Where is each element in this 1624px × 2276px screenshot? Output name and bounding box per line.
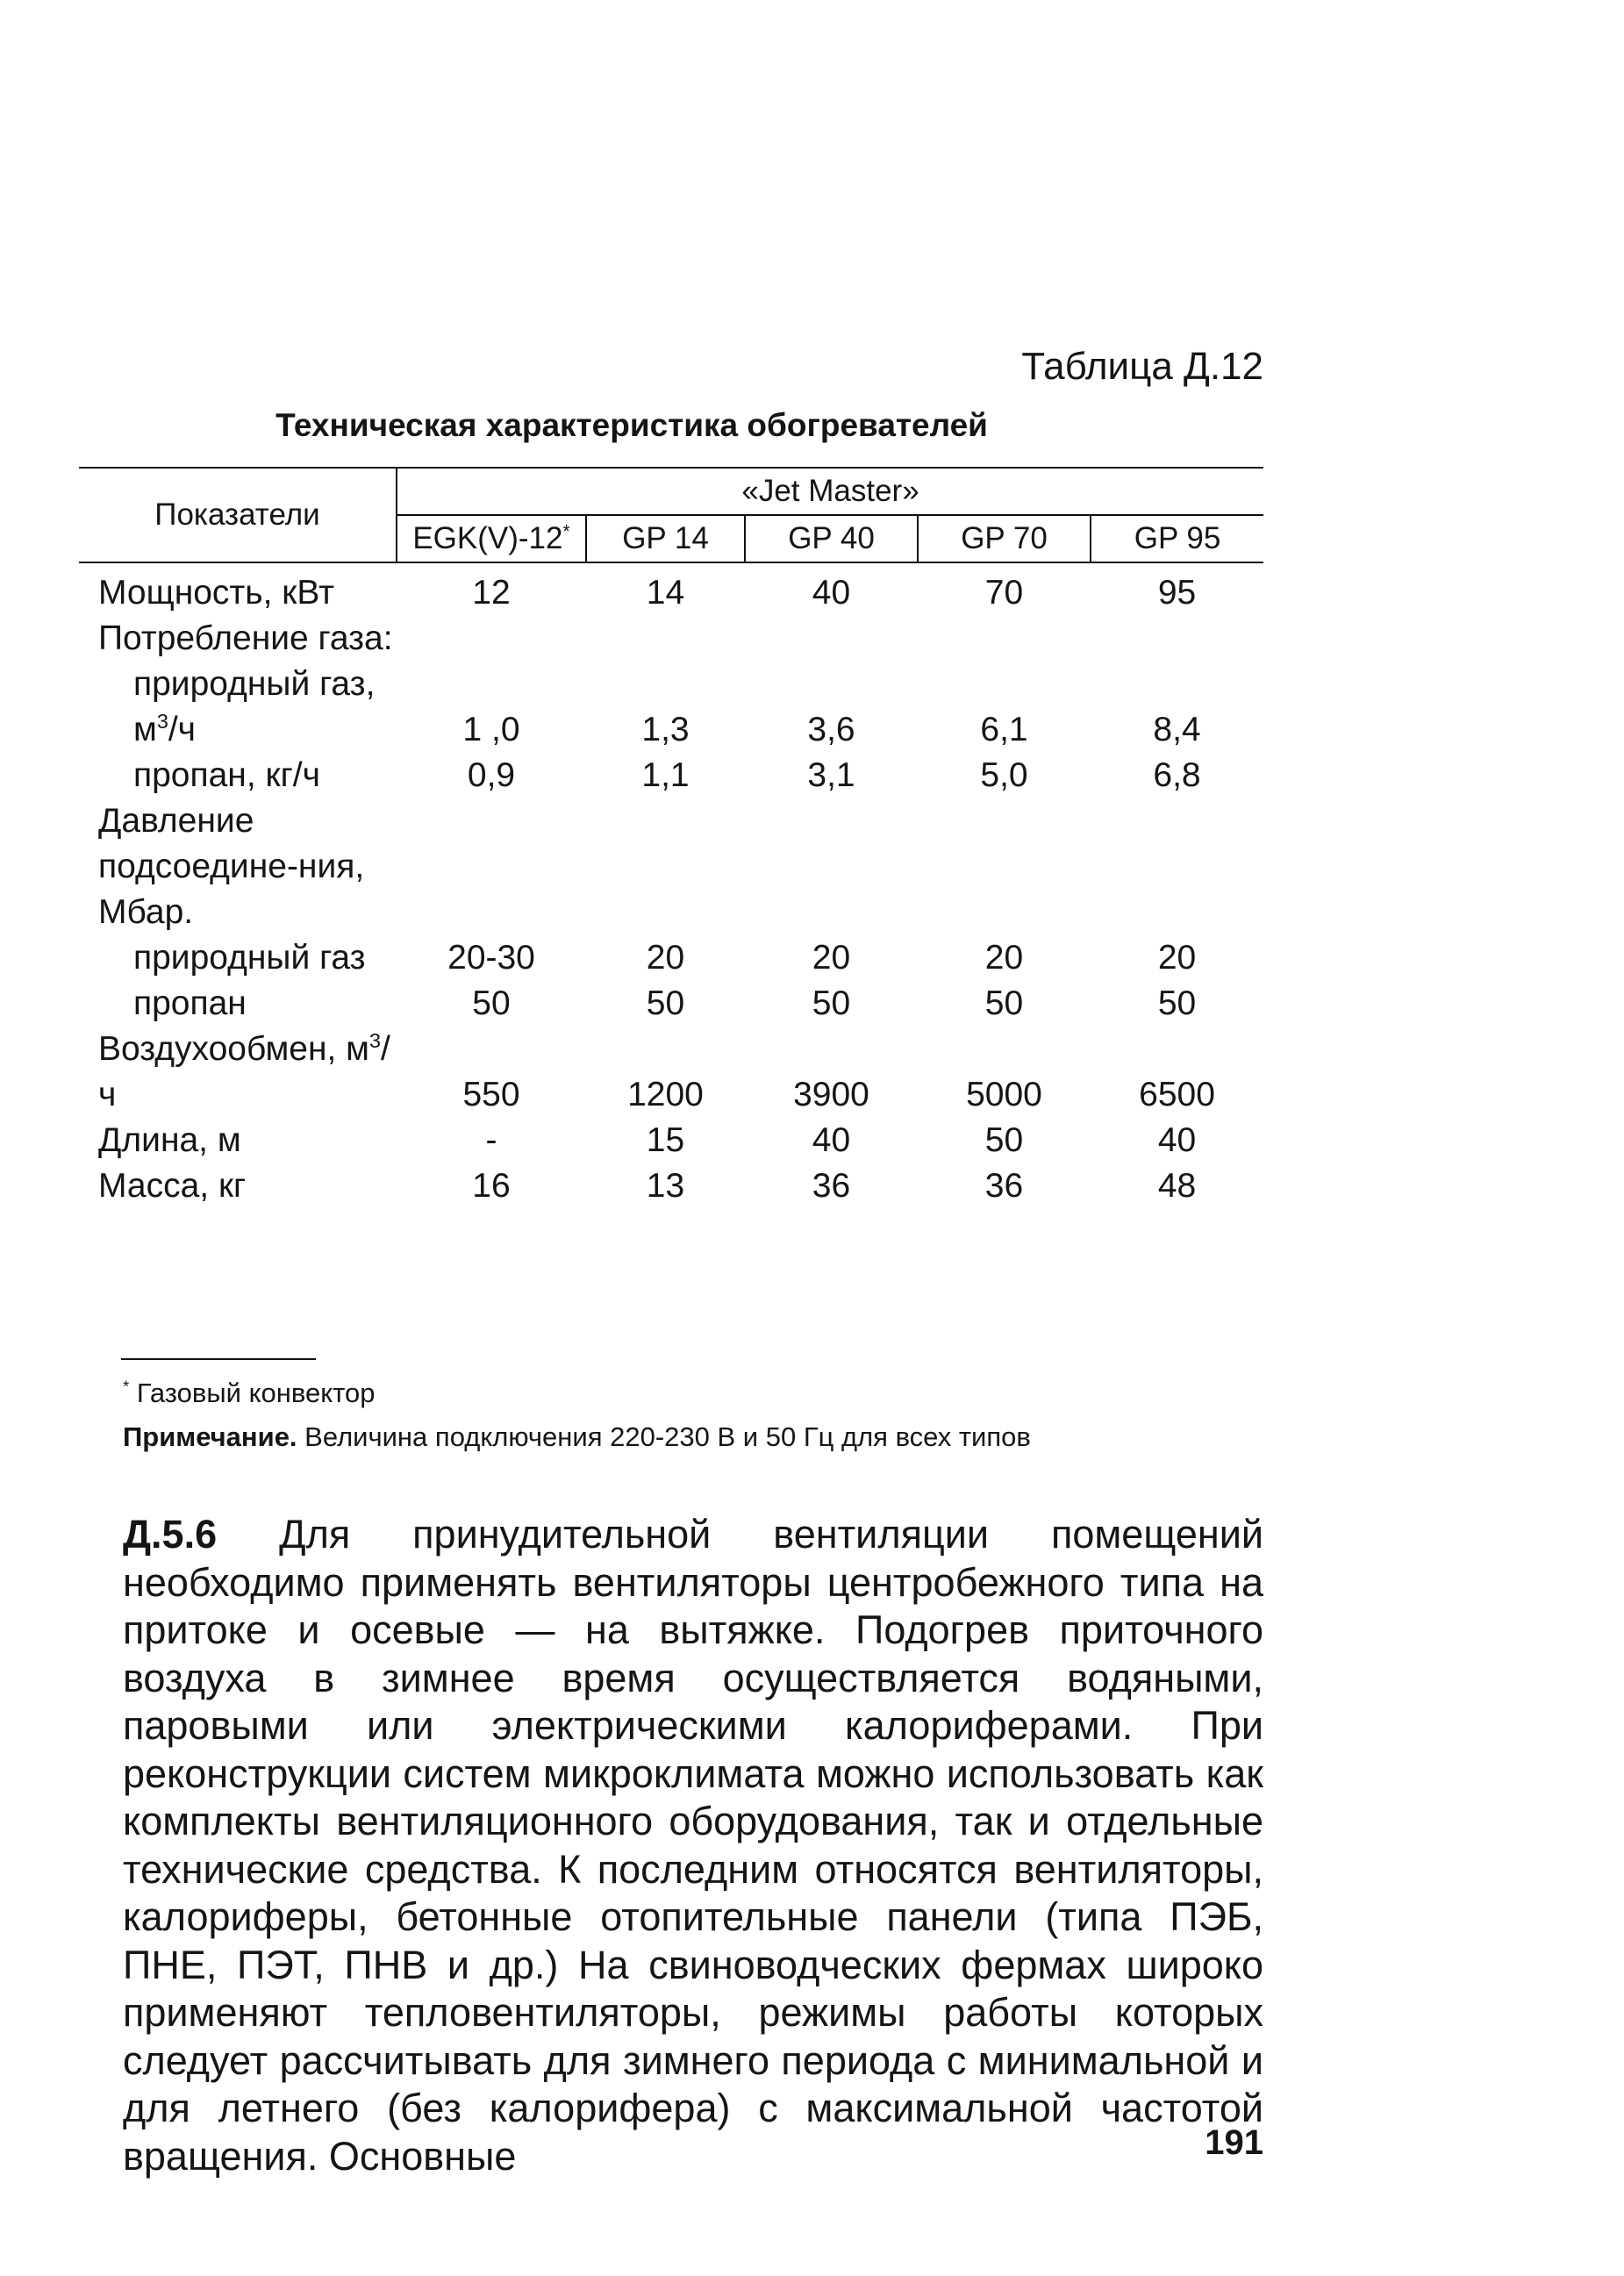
cell-value	[397, 616, 586, 662]
cell-value: 14	[646, 574, 685, 612]
cell-value: 3,1	[807, 756, 855, 794]
row-label: Длина, м	[98, 1121, 241, 1159]
table-row	[79, 981, 1263, 1027]
cell-value: 20	[1157, 939, 1197, 977]
model-header: GP 95	[1091, 515, 1263, 562]
cell-value: 1 ,0	[462, 711, 520, 748]
cell-value: 6,8	[1153, 756, 1201, 794]
table-title: Техническая характеристика обогревателей	[275, 407, 988, 443]
cell-value: 5000	[966, 1076, 1042, 1113]
model-header: GP 14	[586, 515, 745, 562]
cell-value	[1091, 616, 1263, 662]
table-row	[79, 1118, 1263, 1163]
cell-value: 70	[984, 574, 1024, 612]
header-row-group	[79, 468, 1263, 515]
cell-value: 6,1	[980, 711, 1028, 748]
cell-value: 1,3	[641, 711, 690, 748]
cell-value: 1200	[627, 1076, 704, 1113]
footnote-divider	[121, 1358, 316, 1360]
cell-value: 16	[472, 1167, 511, 1205]
cell-value	[1091, 798, 1263, 935]
footnote: * Газовый конвектор	[123, 1377, 376, 1408]
model-header: GP 40	[745, 515, 918, 562]
page-number: 191	[1205, 2123, 1263, 2162]
cell-value: 20	[646, 939, 685, 977]
table-row	[79, 1027, 1263, 1118]
table-row	[79, 753, 1263, 798]
row-label: пропан, кг/ч	[133, 756, 320, 794]
cell-value: 50	[646, 984, 685, 1022]
row-label: Потребление газа:	[98, 619, 393, 657]
paragraph-number: Д.5.6	[123, 1512, 218, 1557]
cell-value	[918, 798, 1091, 935]
cell-value: 20	[812, 939, 851, 977]
row-label: Мощность, кВт	[98, 574, 334, 612]
footnote-mark: *	[562, 521, 570, 542]
cell-value: 5,0	[980, 756, 1028, 794]
table-row	[79, 662, 1263, 753]
table-note: Примечание. Величина подключения 220-230 В и 50 Гц для всех типов	[123, 1421, 1031, 1452]
cell-value: 40	[1157, 1121, 1197, 1159]
body-paragraph	[123, 1511, 1263, 2180]
model-header: GP 70	[918, 515, 1091, 562]
cell-value: 36	[984, 1167, 1024, 1205]
cell-value: 20	[984, 939, 1024, 977]
cell-value: -	[485, 1121, 497, 1159]
cell-value: 0,9	[467, 756, 516, 794]
cell-value: 3,6	[807, 711, 855, 748]
spec-table	[79, 467, 1263, 1209]
row-label: природный газ	[133, 939, 366, 977]
cell-value: 15	[646, 1121, 685, 1159]
cell-value	[397, 798, 586, 935]
cell-value: 95	[1157, 574, 1197, 612]
cell-value: 3900	[793, 1076, 869, 1113]
cell-value: 550	[462, 1076, 520, 1113]
cell-value: 20-30	[447, 939, 535, 977]
paragraph-text: Для принудительной вентиляции помещений необходимо применять вентиляторы центробежного типа на притоке и осевые — на вытяжке. Подогрев приточного воздуха в зимнее время осуществляется водяными, паровыми или электрическими калориферами. При реконструкции систем микроклимата можно использовать как комплекты вентиляционного оборудования, так и отдельные технические средства. К последним относятся вентиляторы, калориферы, бетонные отопительные панели (типа ПЭБ, ПНЕ, ПЭТ, ПНВ и др.) На свиноводческих фермах широко применяют тепловентиляторы, режимы работы которых следует рассчитывать для зимнего периода с минимальной и для летнего (без калорифера) с максимальной частотой вращения. Основные	[123, 1512, 1263, 2179]
cell-value: 50	[472, 984, 511, 1022]
row-label: Давление подсоедине-ния, Мбар.	[98, 802, 365, 931]
row-label: пропан	[133, 984, 247, 1022]
table-row	[79, 616, 1263, 662]
row-label: Масса, кг	[98, 1167, 247, 1205]
cell-value	[745, 798, 918, 935]
cell-value	[586, 616, 745, 662]
cell-value: 13	[646, 1167, 685, 1205]
table-row	[79, 562, 1263, 616]
cell-value: 50	[1157, 984, 1197, 1022]
cell-value	[586, 798, 745, 935]
table-row	[79, 935, 1263, 981]
cell-value: 8,4	[1153, 711, 1201, 748]
table-row	[79, 798, 1263, 935]
cell-value: 50	[812, 984, 851, 1022]
row-label: природный газ, $м^3/ч$	[133, 665, 376, 748]
cell-value: 48	[1157, 1167, 1197, 1205]
cell-value	[918, 616, 1091, 662]
cell-value: 40	[812, 574, 851, 612]
cell-value: 1,1	[641, 756, 690, 794]
table-label: Таблица Д.12	[1021, 345, 1263, 388]
cell-value: 50	[984, 984, 1024, 1022]
row-label: Воздухообмен, $м^3/ч$	[98, 1029, 390, 1113]
params-header: Показатели	[79, 468, 397, 562]
group-header: «Jet Master»	[397, 468, 1263, 515]
cell-value: 50	[984, 1121, 1024, 1159]
model-header: EGK(V)-12*	[397, 515, 586, 562]
cell-value: 36	[812, 1167, 851, 1205]
cell-value: 40	[812, 1121, 851, 1159]
cell-value: 6500	[1139, 1076, 1215, 1113]
table-row	[79, 1163, 1263, 1209]
cell-value: 12	[472, 574, 511, 612]
cell-value	[745, 616, 918, 662]
